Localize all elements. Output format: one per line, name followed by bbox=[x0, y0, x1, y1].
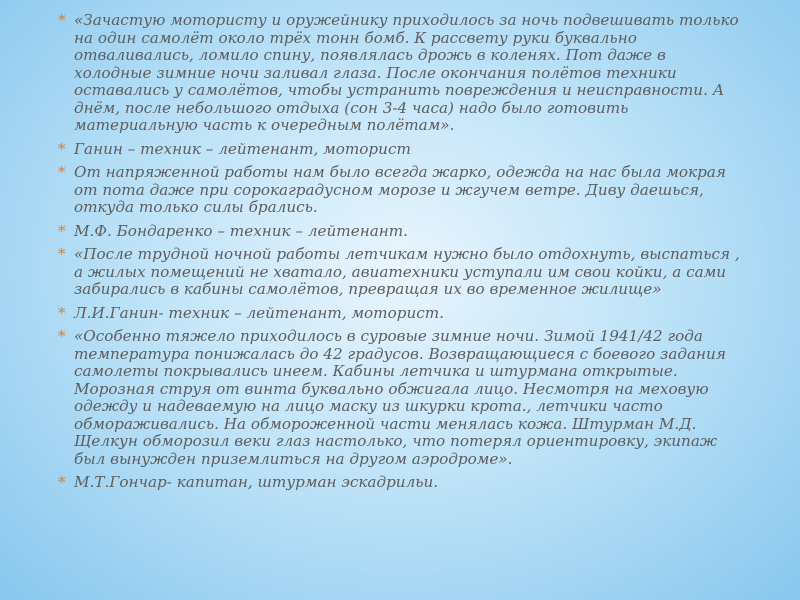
bullet-icon: * bbox=[58, 303, 66, 322]
list-item bbox=[58, 474, 748, 492]
bullet-icon: * bbox=[58, 327, 66, 345]
list-item-text: Ганин – техник – лейтенант, моторист bbox=[74, 139, 411, 158]
list-item-text: М.Т.Гончар- капитан, штурман эскадрильи. bbox=[74, 473, 439, 491]
bullet-icon: * bbox=[58, 163, 66, 181]
list-item-text: «Особенно тяжело приходилось в суровые зимние ночи. Зимой 1941/42 года температура понижалась до 42 градусов. Возвращающиеся с боевого задания самолеты покрывались инеем. Кабины летчика и штурмана открытые. Морозная струя от винта буквально обжигала лицо. Несмотря на меховую одежду и надеваемую на лицо маску из шкурки крота., летчики часто обмораживались. На обмороженной части менялась кожа. Штурман М.Д. Щелкун обморозил веки глаз настолько, что потерял ориентировку, экипаж был вынужден приземлиться на другом аэродроме». bbox=[74, 327, 726, 468]
list-item-text: «После трудной ночной работы летчикам нужно было отдохнуть, выспаться , а жилых помещений не хватало, авиатехники уступали им свои койки, а сами забирались в кабины самолётов, превращая их во временное жилище» bbox=[74, 245, 740, 298]
list-item bbox=[58, 164, 748, 217]
list-item bbox=[58, 12, 748, 135]
bullet-icon: * bbox=[58, 473, 66, 491]
list-item bbox=[58, 223, 748, 241]
bullet-icon: * bbox=[58, 139, 66, 158]
list-item bbox=[58, 305, 748, 323]
list-item-text: Л.И.Ганин- техник – лейтенант, моторист. bbox=[74, 303, 444, 322]
list-item-text: М.Ф. Бондаренко – техник – лейтенант. bbox=[74, 221, 408, 240]
bullet-list bbox=[58, 12, 748, 498]
list-item-text: От напряженной работы нам было всегда жарко, одежда на нас была мокрая от пота даже при сорокаградусном морозе и жгучем ветре. Диву даешься, откуда только силы брались. bbox=[74, 163, 726, 216]
bullet-icon: * bbox=[58, 245, 66, 263]
list-item-text: «Зачастую мотористу и оружейнику приходилось за ночь подвешивать только на один самолёт около трёх тонн бомб. К рассвету руки буквально отваливались, ломило спину, появлялась дрожь в коленях. Пот даже в холодные зимние ночи заливал глаза. После окончания полётов техники оставались у самолётов, чтобы устранить повреждения и неисправности. А днём, после небольшого отдыха (сон 3-4 часа) надо было готовить материальную часть к очередным полётам». bbox=[74, 11, 739, 134]
list-item bbox=[58, 328, 748, 468]
list-item bbox=[58, 246, 748, 299]
list-item bbox=[58, 141, 748, 159]
bullet-icon: * bbox=[58, 221, 66, 240]
bullet-icon: * bbox=[58, 11, 66, 29]
